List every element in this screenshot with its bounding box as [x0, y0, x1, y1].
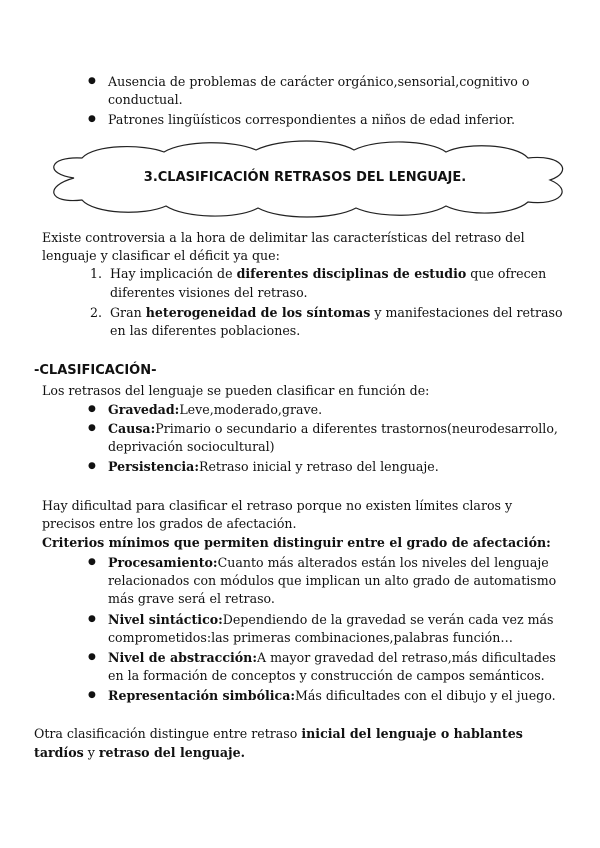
level-item: ● Representación simbólica:Más dificultades con el dibujo y el juego. — [108, 687, 556, 704]
intro-paragraph-line: Existe controversia a la hora de delimitar las características del retraso del — [42, 230, 525, 245]
level-item: ● Procesamiento:Cuanto más alterados están los niveles del lenguaje — [108, 554, 549, 571]
level-item: ● Nivel de abstracción:A mayor gravedad del retraso,más dificultades — [108, 649, 556, 666]
numbered-item-continuation: diferentes visiones del retraso. — [110, 285, 308, 300]
criteria-item-continuation: deprivación sociocultural) — [108, 439, 275, 454]
criteria-item: ● Gravedad:Leve,moderado,grave. — [108, 401, 322, 418]
level-item-continuation: comprometidos:las primeras combinaciones,palabras función… — [108, 630, 513, 645]
level-item-continuation: más grave será el retraso. — [108, 591, 275, 606]
closing-paragraph-line: tardíos y retraso del lenguaje. — [34, 745, 245, 760]
clasificacion-intro: Los retrasos del lenguaje se pueden clasificar en función de: — [42, 383, 430, 398]
level-item-continuation: en la formación de conceptos y construcción de campos semánticos. — [108, 668, 545, 683]
difficulty-paragraph-line: precisos entre los grados de afectación. — [42, 516, 297, 531]
difficulty-paragraph-line: Hay dificultad para clasificar el retraso porque no existen límites claros y — [42, 498, 513, 513]
bullet-item: ● Ausencia de problemas de carácter orgánico,sensorial,cognitivo o — [108, 73, 529, 90]
criteria-item: ● Persistencia:Retraso inicial y retraso del lenguaje. — [108, 458, 439, 475]
cloud-title-box — [34, 138, 576, 218]
clasificacion-heading: -CLASIFICACIÓN- — [34, 363, 157, 378]
section-title: 3.CLASIFICACIÓN RETRASOS DEL LENGUAJE. — [143, 170, 467, 185]
numbered-item: 1. Hay implicación de diferentes disciplinas de estudio que ofrecen — [90, 266, 547, 281]
level-item-continuation: relacionados con módulos que implican un alto grado de automatismo — [108, 573, 557, 588]
closing-paragraph-line: Otra clasificación distingue entre retraso inicial del lenguaje o hablantes — [34, 726, 523, 741]
numbered-item: 2. Gran heterogeneidad de los síntomas y manifestaciones del retraso — [90, 305, 563, 320]
criteria-item: ● Causa:Primario o secundario a diferentes trastornos(neurodesarrollo, — [108, 420, 558, 437]
bullet-item: ● Patrones lingüísticos correspondientes a niños de edad inferior. — [108, 111, 515, 128]
level-item: ● Nivel sintáctico:Dependiendo de la gravedad se verán cada vez más — [108, 611, 554, 628]
bullet-item-continuation: conductual. — [108, 92, 183, 107]
criterios-heading: Criterios mínimos que permiten distinguir entre el grado de afectación: — [42, 535, 551, 550]
numbered-item-continuation: en las diferentes poblaciones. — [110, 323, 301, 338]
intro-paragraph-line: lenguaje y clasificar el déficit ya que: — [42, 248, 280, 263]
